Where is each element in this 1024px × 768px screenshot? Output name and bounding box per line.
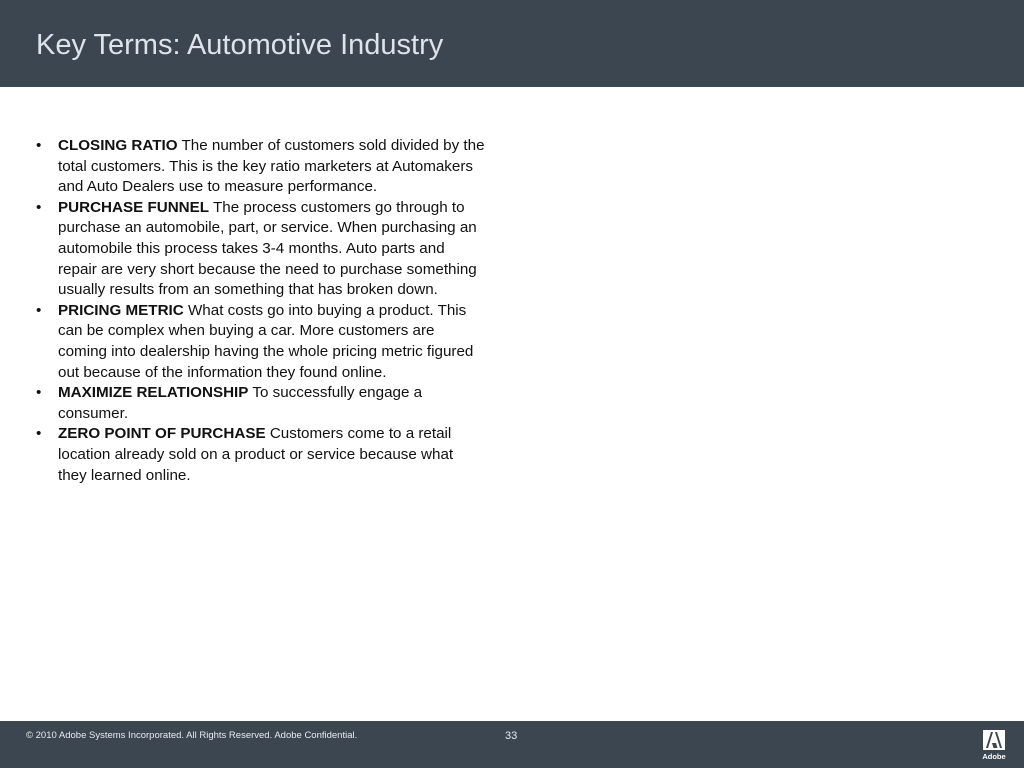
term-name: PURCHASE FUNNEL <box>58 198 210 216</box>
term-description: To successfully engage a consumer. <box>58 384 423 422</box>
term-name: ZERO POINT OF PURCHASE <box>58 425 266 443</box>
term-description: The number of customers sold divided by the total customers. This is the key ratio marketers at Automakers and Auto Dealers use to measure performance. <box>58 137 485 196</box>
bullet-icon: • <box>36 384 42 402</box>
footer-bar <box>0 721 1024 768</box>
list-item <box>36 136 486 198</box>
adobe-logo <box>980 730 1008 762</box>
term-description: What costs go into buying a product. This can be complex when buying a car. More customers are coming into dealership having the whole pricing metric figured out because of the information they found online. <box>58 301 474 381</box>
bullet-icon: • <box>36 425 42 443</box>
term-list <box>36 136 486 486</box>
bullet-icon: • <box>36 198 42 216</box>
term-description: The process customers go through to purchase an automobile, part, or service. When purchasing an automobile this process takes 3-4 months. Auto parts and repair are very short because the need to purchase something usually results from an something that has broken down. <box>58 198 477 299</box>
slide-content <box>36 136 486 486</box>
list-item <box>36 424 486 486</box>
term-name: PRICING METRIC <box>58 301 184 319</box>
list-item <box>36 198 486 301</box>
term-name: CLOSING RATIO <box>58 137 178 154</box>
copyright-text: © 2010 Adobe Systems Incorporated. All Rights Reserved. Adobe Confidential. <box>26 730 358 741</box>
header-bar <box>0 0 1024 87</box>
list-item <box>36 301 486 383</box>
term-description: Customers come to a retail location already sold on a product or service because what they learned online. <box>58 425 454 484</box>
term-name: MAXIMIZE RELATIONSHIP <box>58 384 249 402</box>
page-number: 33 <box>505 730 518 742</box>
slide-title: Key Terms: Automotive Industry <box>36 29 444 61</box>
logo-text: Adobe <box>982 752 1006 761</box>
adobe-logo-icon <box>983 730 1005 750</box>
bullet-icon: • <box>36 137 42 154</box>
bullet-icon: • <box>36 301 42 319</box>
list-item <box>36 383 486 424</box>
